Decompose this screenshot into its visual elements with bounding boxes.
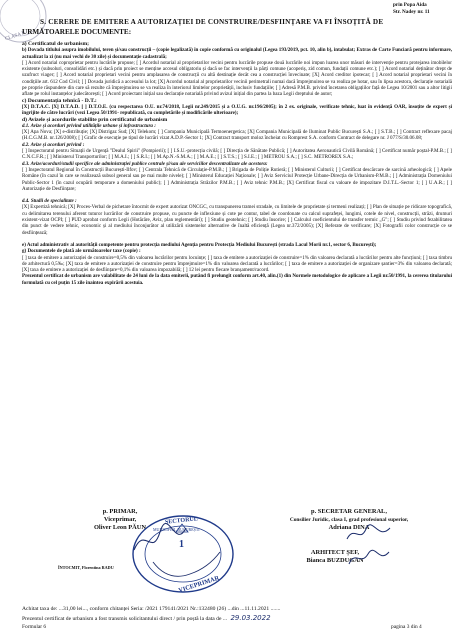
left-role: p. PRIMAR, <box>102 508 138 515</box>
stamp-text-top: SECTORUL <box>164 516 199 526</box>
section-d-title: d) Avizele și acordurile stabilite prin certificatul de urbanism <box>22 116 168 123</box>
right-title: Consilier Juridic, clasa I, grad profesional superior, <box>289 517 409 523</box>
section-e: e) Actul administrativ al autorității competente pentru protecția mediului Agenția pentru Protecția Mediului București (strada Lacul Morii nr.1, sector 6, București); <box>22 241 377 248</box>
signature-left <box>130 520 190 560</box>
section-b-body: [ ] Acord notarial coproprietar pentru lucrările propuse; [ ] Acordul notarial al proprietarilor vecini pentru lucrările propuse două lucrările noi impun luarea unor măsuri de intervenție pentru protejarea imobilelor existente (subsoluri, consolidări etc.) și dacă prin proiect se menține accesul obligatoriu și dacă se fac intervenții la părți comune (acoperiș, zid comun, fundații comune etc.); [ ] Acord notarial deținător drept de uzufruct viager; [ ] Acord notarial proprietari vecini pentru amplasarea de construcții cu altă destinație decât cea a construcției învecinate; [X] Acord creditor ipotecar; [ ] Acord notarial proprietari vecini în condițiile art. 612 Cod Civil; [ ] Dovada juridică a accesului la lot; [X] Acordul notarial al proprietarilor vecinii perimetrali numai dacă împrejmuirea se va realiza pe hotar, sau în lipsa acestora, declarație notarială pe proprie răspundere din care să rezulte că împrejmuirea se va realiza în interiorul limitelor proprietății, inclusiv fundațiile; [ ] Adresă P.M.B. privind încetarea obligațiilor față de Legea 10/2001 sau a altor litigii aflate pe rolul instanțelor judecătorești; [ ] Acord proiectant inițial sau declarație notarială privind avizul inițial din partea la baza Legii dreptului de autor; <box>22 59 452 98</box>
header-block <box>393 2 430 15</box>
signature-right <box>344 523 394 545</box>
document-title: S. CERERE DE EMITERE A AUTORIZAȚIEI DE CONSTRUIRE/DESFIINȚARE VA FI ÎNSOȚITĂ DE <box>40 18 384 26</box>
closing-paragraph: Prezentul certificat de urbanism are valabilitate de 24 luni de la data emiterii, putând fi prelungit conform art.40, alin.(1) din Normele metodologice de aplicare a Legii nr.50/1991, la cererea titularului formulată cu cel puțin 15 zile înaintea expirării acestuia. <box>22 273 452 286</box>
header-line-2: Str. Nadey nr. 11 <box>393 8 430 15</box>
signature-architect <box>346 546 392 570</box>
payment-line: Achitat taxa de: ...31,00 lei..., conform chitanței Seria: /2021 179141/2021 Nr.:132480 (26) ...din ...11.11.2021 ....... <box>22 606 281 612</box>
section-c-body: [X] D.T.A.C. [X] D.T.A.D. [ ] D.T.O.E. (cu respectarea O.U. nr.74/2018, Legii nr.249/2015 și a O.U.G. nr.196/2005); în 2 ex. originale, verificate tehnic, luat în evidență OAR, însoțite de expert și îngrijite de către lucrări (vezi Legea 50/1991- republicată, cu completările și modificările ulterioare); <box>22 103 452 117</box>
section-d2-body: [ ] Inspectoratul pentru Situații de Urgență "Dealul Spirii" (Pompierii); [ ] I.S.U.-protecția civilă; [ ] Direcția de Sănătate Publică; [ ] Autoritatea Aeronautică Civilă Română; [ ] Certificat număr poștal-P.M.B.; [ ] C.N.C.F.R.; [ ] Ministerul Transporturilor; [ ] M.A.I.; [ ] S.R.I.; [ ] M.Ap.N.-S.M.A.; [ ] M.A.E.; [ ] S.T.S.; [ ] S.I.E.; [ ] METROU S.A.; [ ] S.C. METROREX S.A.; <box>22 148 452 161</box>
left-title: Viceprimar, <box>103 516 137 523</box>
section-d4-body: [X] Expertiză tehnică; [X] Proces-Verbal de pichetare întocmit de expert autorizat ONCGC, cu transpunerea tramei stradale, cu limitele de proprietate și termeni realizați; [ ] Plan de situație pe ridicare topografică, cu delimitarea terenului aferent tuturor lucrărilor de construire propuse, cu puncte de inflexiune și cote pe contur, tabel de coordonate cu calcul suprafeței, lungimi, cotele de nivel, construcții, străzi, drumuri existent-vizat OCPI; [ ] PUD aprobat conform Legii (Hotărâre, Aviz, plan reglementări); [ ] Studiu geotehnic; [ ] Studiu însorire; [ ] Calculul coeficientului de transfer termic „G"; [ ] Studiu privind fezabilitatea din punct de vedere tehnic, economic și al mediului înconjurător al utilizării sistemelor alternative de înaltă eficiență (Legea nr.372/2005); [X] Referate de verificare; [X] Fotografii color construcție ce se desființează; <box>22 204 452 236</box>
transmit-text: Prezentul certificat de urbanism a fost transmis solicitantului direct / prin poștă la data de ... <box>22 616 228 622</box>
transmit-date: 29.03.2022 <box>230 614 271 622</box>
section-d1-body: [X] Apa Nova; [X] e-distribuție; [X] Distrigaz Sud; [X] Telekom; [ ] Compania Municipală Termoenergetica; [X] Compania Municipală de Iluminat Public Bucureşti S.A.; [ ] S.T.B.; [ ] Contract reflexare pacaj (H.C.G.M.B. nr.126/2008); [ ] Grafic de execuție pe tipul de lucrări vizat A.D.P.-Sector 1; [X] Contract transport moloz încheiat cu Romprest S.A. conform Contract de delegare nr. J 077/S/30.06.08; <box>22 129 452 142</box>
section-d4-title: d.4. Studii de specialitate : <box>22 198 77 205</box>
section-d3-title: d.3. Avize/acorduri/studii specifice ale administrației publice centrale și/sau ale serviciilor descentralizate ale acestora: <box>22 160 268 167</box>
document-body <box>22 41 452 286</box>
seal-text: CLASA II <box>4 30 26 43</box>
stamp-text-mid: MUNICIPIUL BUCUREȘTI <box>153 527 200 532</box>
section-g-body: [ ] taxa de emitere a autorizației de construire=0,5% din valoarea lucrărilor pentru locuințe; [ ] taxa de emitere a autorizației de construire=1% din valoarea declarată a lucrărilor pentru alte funcțiuni; [ ] taxa timbru de arhitectură 0,5‰; [X] taxa de emitere a autorizației de construire pentru împrejmuire=1% din valoarea declarată a lucrărilor; [ ] taxa de emitere a autorizației de organizare șantier=3% din valoarea declarată; [X] taxa de emitere a autorizației de desființare=0,1% din valoarea impozabilă; [ ] 12 lei pentru fiecare branșament/racord. <box>22 254 452 274</box>
stamp-text-bottom: VICEPRIMAR <box>177 574 221 595</box>
intocmit-stamp: ÎNTOCMIT, Florentina RADU <box>58 565 114 570</box>
section-b-title: b) Dovada titlului asupra imobilului, teren și/sau construcții – (copie legalizată) în copie conformă cu originalul (Legea 193/2019, pct. 10, alin b), intabulat; Extras de Carte Funciară pentru informare, actualizat la zi (nu mai vechi de 30 zile) și documentație cadastrală; <box>22 47 452 60</box>
stamp-number: 1 <box>179 539 184 550</box>
footer-page-number: pagina 3 din 4 <box>391 624 422 630</box>
section-c-title: c) Documentația tehnică - D.T.: <box>22 97 97 104</box>
footer-form-number: Formular 6 <box>22 624 47 630</box>
section-a: a) Certificatul de urbanism; <box>22 41 89 47</box>
section-d1-title: d.1. Avize și acorduri privind utilitățile urbane și infrastructura : <box>22 122 156 129</box>
right-name: Adriana DINA <box>328 524 370 531</box>
section-d3-body: [ ] Inspectoratul Regional în Construcții București-Ilfov; [ ] Centrala Tehnică de Circulație-P.M.B.; [ ] Brigada de Poliție Rutieră; [ ] Ministerul Culturii; [ ] Certificat descărcare de sarcină arheologică; [ ] Apele Române (în cazul în care se realizează subsol general sau pe mai multe nivele); [ ] Ministerul Educației Naționale; [ ] Aviz Serviciul Protecție Urbane-Direcția de Urbanism-P.M.B.; [ ] Administrația Domeniului Public-Sector 1 (în cazul ocupării temporare a domeniului public); [ ] Administrația Străzilor P.M.B.; [ ] Aviz tehnic P.M.B.; [X] Certificat fiscal cu valoare de impozitare D.I.T.L.-Sector 1; [ ] U.A.R.; [ ] Autorizație de Desființare; <box>22 166 452 192</box>
document-subtitle: URMĂTOARELE DOCUMENTE: <box>22 28 132 36</box>
section-d2-title: d.2. Avize și acorduri privind : <box>22 141 85 148</box>
header-line-1: prin Popa Aida <box>393 2 427 8</box>
transmit-line <box>22 614 271 622</box>
right-role: p. SECRETAR GENERAL, <box>311 508 387 515</box>
left-name: Oliver Leon PĂUN <box>93 524 147 531</box>
architect-name: Bianca BUZDUGAN <box>306 557 364 564</box>
section-g-title: g) Documentele de plată ale următoarelor taxe (copie) : <box>22 248 141 255</box>
architect-title: ARHITECT ȘEF, <box>310 549 360 556</box>
